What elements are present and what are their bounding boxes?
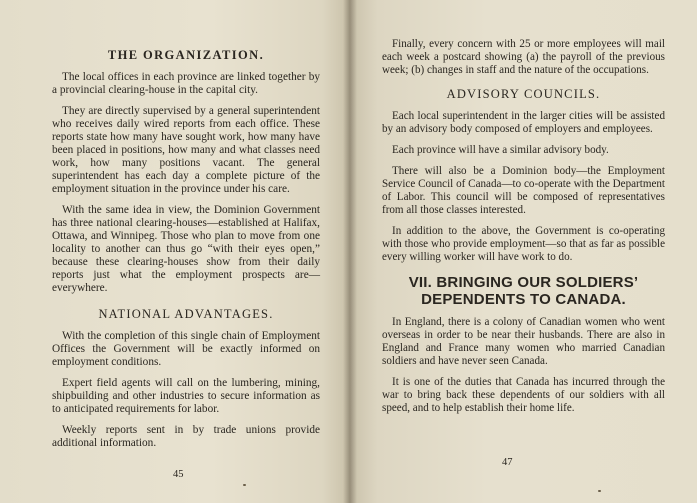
heading-organization: THE ORGANIZATION. <box>107 48 265 62</box>
paragraph-organization-1: The local offices in each province are linked together by a provincial clearing-house in the capital city. <box>52 71 320 96</box>
paragraph-chapter-1: In England, there is a colony of Canadian women who went overseas in order to be near their husbands. There are also in England and France many women who married Canadian soldiers and have never seen Canada. <box>382 316 665 367</box>
paragraph-chapter-2: It is one of the duties that Canada has incurred through the war to bring back these dependents of our soldiers with all speed, and to help establish their home life. <box>382 376 665 414</box>
paper-speck <box>243 484 246 486</box>
heading-advisory-councils: ADVISORY COUNCILS. <box>446 87 601 101</box>
paragraph-organization-3: With the same idea in view, the Dominion Government has three national clearing-houses—established at Halifax, Ottawa, and Winnipeg. Those who plan to move from one locality to another can thus go “with their eyes open,” because these clearing-houses show from their daily reports just what the employment prospects are—everywhere. <box>52 204 320 294</box>
heading-national-advantages: NATIONAL ADVANTAGES. <box>98 307 274 321</box>
paragraph-advisory-1: Each local superintendent in the larger cities will be assisted by an advisory body composed of employers and employees. <box>382 110 665 135</box>
paragraph-advantages-3: Weekly reports sent in by trade unions provide additional information. <box>52 424 320 449</box>
paragraph-advisory-3: There will also be a Dominion body—the Employment Service Council of Canada—to co-operate with the Department of Labor. This council will be composed of representatives from all those classes interested. <box>382 165 665 216</box>
paragraph-advisory-4: In addition to the above, the Government is co-operating with those who provide employment—so that as far as possible every willing worker will have work to do. <box>382 225 665 263</box>
page-number-right: 47 <box>502 457 513 468</box>
paragraph-advisory-2: Each province will have a similar advisory body. <box>392 144 609 156</box>
right-page <box>350 0 697 503</box>
paragraph-advantages-2: Expert field agents will call on the lumbering, mining, shipbuilding and other industries to secure information as to anticipated requirements for labor. <box>52 377 320 415</box>
paragraph-advantages-1: With the completion of this single chain of Employment Offices the Government will be exactly informed on employment conditions. <box>52 330 320 368</box>
page-number-left: 45 <box>173 469 184 480</box>
paragraph-finally: Finally, every concern with 25 or more employees will mail each week a postcard showing (a) the payroll of the previous week; (b) changes in staff and the nature of the occupations. <box>382 38 665 76</box>
paragraph-organization-2: They are directly supervised by a general superintendent who receives daily wired reports from each office. These reports state how many have sought work, how many have been placed in positions, how many and what classes need work, how many positions vacant. The general superintendent has each day a complete picture of the employment situation in the province under his care. <box>52 105 320 195</box>
chapter-heading: VII. BRINGING OUR SOLDIERS’ DEPENDENTS TO CANADA. <box>408 274 639 308</box>
paper-speck <box>598 490 601 492</box>
